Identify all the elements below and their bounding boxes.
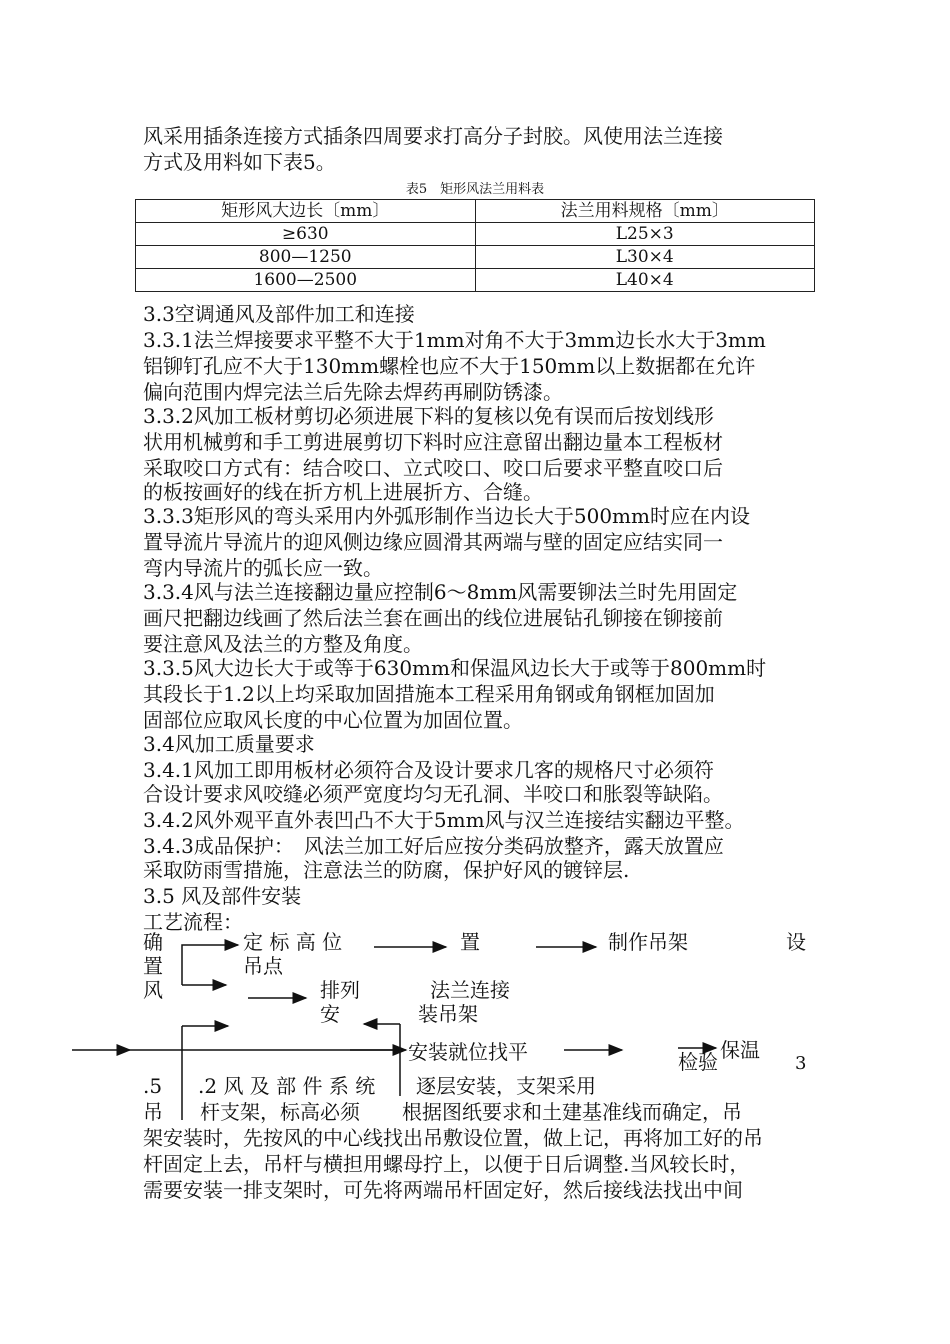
flow-text: .5	[143, 1074, 163, 1098]
body-line: 其段长于1.2以上均采取加固措施本工程采用角钢或角钢框加固加	[143, 682, 715, 706]
flow-text: 安装就位找平	[408, 1040, 528, 1064]
body-line: 合设计要求风咬缝必须严宽度均匀无孔洞、半咬口和胀裂等缺陷。	[143, 782, 723, 806]
body-line: 要注意风及法兰的方整及角度。	[143, 632, 423, 656]
body-line: 的板按画好的线在折方机上进展折方、合缝。	[143, 480, 543, 504]
flow-text: 风	[143, 978, 163, 1002]
table-caption: 表5 矩形风法兰用料表	[405, 182, 545, 197]
flow-arrow	[182, 945, 238, 985]
body-line: 固部位应取风长度的中心位置为加固位置。	[143, 708, 523, 732]
flow-text: 3	[795, 1053, 807, 1074]
body-line: 铝铆钉孔应不大于130mm螺栓也应不大于150mm以上数据都在允许	[143, 354, 756, 378]
table-cell: 1600—2500	[136, 269, 476, 292]
body-line: 置导流片导流片的迎风侧边缘应圆滑其两端与壁的固定应结实同一	[143, 530, 723, 554]
body-line: 架安装时，先按风的中心线找出吊敷设位置，做上记，再将加工好的吊	[143, 1126, 763, 1150]
body-line: 3.4.2风外观平直外表凹凸不大于5mm风与汉兰连接结实翻边平整。	[143, 808, 745, 832]
table-cell: 800—1250	[136, 246, 476, 269]
body-line: 状用机械剪和手工剪进展剪切下料时应注意留出翻边量本工程板材	[143, 430, 723, 454]
body-line: 弯内导流片的弧长应一致。	[143, 556, 383, 580]
body-line: 采取咬口方式有：结合咬口、立式咬口、咬口后要求平整直咬口后	[143, 456, 723, 480]
flow-text: 逐层安装，支架采用	[416, 1074, 596, 1098]
table-cell: L30×4	[475, 246, 815, 269]
table-cell: L25×3	[475, 223, 815, 246]
body-line: 3.3.4风与法兰连接翻边量应控制6～8mm风需要铆法兰时先用固定	[143, 580, 738, 604]
flow-text: 杆支架，标高必须	[200, 1100, 360, 1124]
body-line: 偏向范围内焊完法兰后先除去焊药再刷防锈漆。	[143, 380, 563, 404]
flow-text: 根据图纸要求和土建基准线而确定，吊	[402, 1100, 742, 1124]
flow-text: 排列	[320, 978, 360, 1002]
flow-text: 保温	[720, 1038, 760, 1062]
body-line: 3.3.5风大边长大于或等于630mm和保温风边长大于或等于800mm时	[143, 656, 767, 680]
table-header-cell: 矩形风大边长〔mm〕	[136, 200, 476, 223]
body-line: 3.4风加工质量要求	[143, 732, 315, 756]
flow-text: 确	[143, 930, 163, 954]
body-line: 杆固定上去，吊杆与横担用螺母拧上，以便于日后调整.当风较长时，	[143, 1152, 750, 1176]
intro-line-2: 方式及用料如下表5。	[143, 150, 336, 174]
flow-text: 安	[320, 1002, 340, 1026]
body-line: 3.4.1风加工即用板材必须符合及设计要求几客的规格尺寸必须符	[143, 758, 714, 782]
body-line: 画尺把翻边线画了然后法兰套在画出的线位进展钻孔铆接在铆接前	[143, 606, 723, 630]
flow-text: 吊点	[243, 954, 283, 978]
table-header-cell: 法兰用料规格〔mm〕	[475, 200, 815, 223]
body-line: 采取防雨雪措施，注意法兰的防腐，保护好风的镀锌层.	[143, 858, 630, 882]
body-line: 需要安装一排支架时，可先将两端吊杆固定好，然后接线法找出中间	[143, 1178, 743, 1202]
flow-text: 法兰连接	[430, 978, 510, 1002]
flow-text: 设	[786, 930, 806, 954]
flow-text: 制作吊架	[608, 930, 688, 954]
flow-text: 置	[460, 930, 480, 954]
body-line: 3.3空调通风及部件加工和连接	[143, 302, 415, 326]
body-line: 3.5 风及部件安装	[143, 884, 302, 908]
body-line: 工艺流程：	[143, 910, 243, 934]
body-line: 3.3.1法兰焊接要求平整不大于1mm对角不大于3mm边长水大于3mm	[143, 328, 766, 352]
flow-text: .2 风 及 部 件 系 统	[198, 1074, 376, 1098]
intro-line-1: 风采用插条连接方式插条四周要求打高分子封胶。风使用法兰连接	[143, 124, 723, 148]
table-cell: L40×4	[475, 269, 815, 292]
flow-text: 置	[143, 954, 163, 978]
table-cell: ≥630	[136, 223, 476, 246]
body-line: 3.3.3矩形风的弯头采用内外弧形制作当边长大于500mm时应在内设	[143, 504, 750, 528]
body-line: 3.3.2风加工板材剪切必须进展下料的复核以免有误而后按划线形	[143, 404, 714, 428]
body-line: 3.4.3成品保护： 风法兰加工好后应按分类码放整齐，露天放置应	[143, 834, 724, 858]
flow-text: 检验	[678, 1050, 718, 1074]
flow-text: 装吊架	[418, 1002, 478, 1026]
flow-text: 吊	[143, 1100, 163, 1124]
flow-text: 定 标 高 位	[243, 930, 343, 954]
